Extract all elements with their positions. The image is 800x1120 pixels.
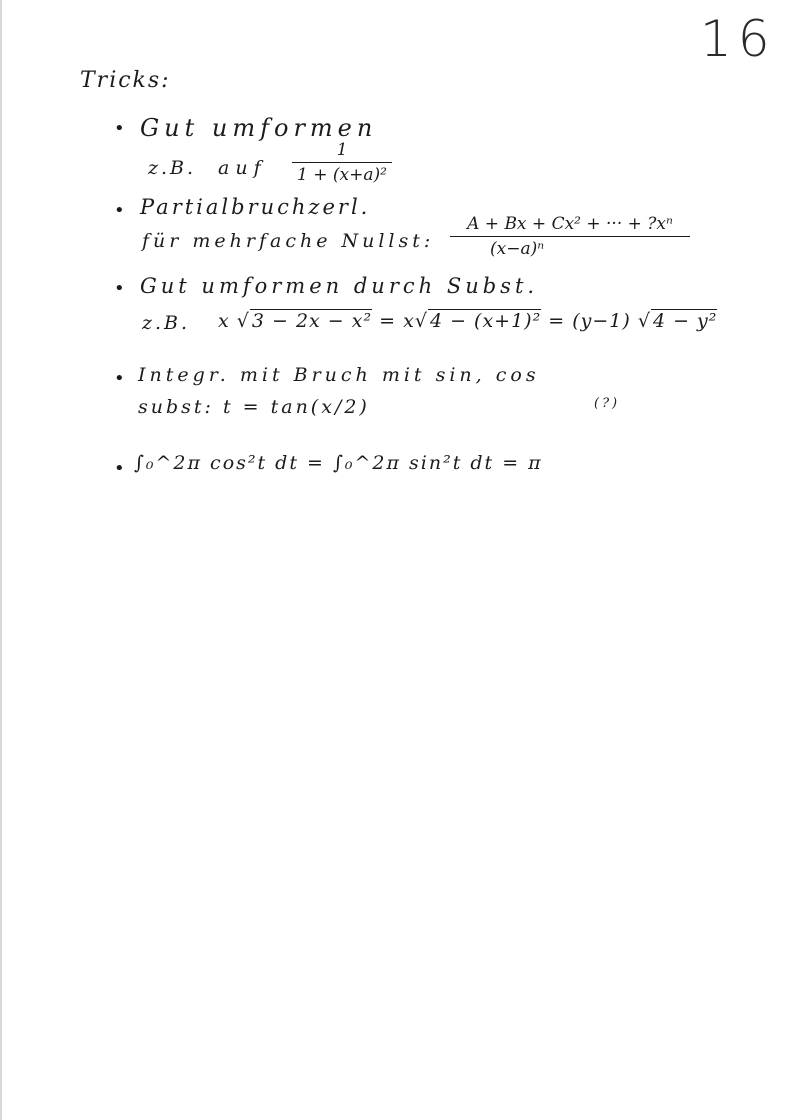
page-edge [0, 0, 2, 1120]
bullet-1: • [114, 118, 125, 139]
item-5-formula: ∫₀^2π cos²t dt = ∫₀^2π sin²t dt = π [134, 452, 543, 474]
item-3-example [218, 310, 717, 332]
item-1-fraction [292, 140, 392, 185]
item-1-fraction-den: 1 + (x+a)² [297, 165, 387, 185]
item-1-example-word: auf [218, 157, 267, 179]
sqrt-sign: √ [637, 310, 651, 332]
item-3-title: Gut umformen durch Subst. [140, 274, 539, 298]
item-1-fraction-num: 1 [336, 140, 348, 160]
item-3-eq2: = (y−1) [548, 310, 631, 332]
item-3-example-prefix: z.B. [142, 312, 191, 334]
item-2-fraction-den: (x−a)ⁿ [490, 239, 545, 259]
fraction-bar [292, 162, 392, 163]
item-3-radicand-3: 4 − y² [652, 310, 718, 332]
heading: Tricks: [80, 68, 171, 93]
item-4-title: Integr. mit Bruch mit sin, cos [138, 364, 540, 386]
item-1-example-prefix: z.B. [148, 157, 197, 179]
page-number: 16 [700, 10, 776, 68]
item-2-fraction [450, 214, 690, 259]
item-3-radicand-2: 4 − (x+1)² [429, 310, 542, 332]
item-2-subtitle: für mehrfache Nullst: [142, 230, 435, 252]
item-3-eq1: = x [379, 310, 415, 332]
sqrt-sign: √ [236, 310, 250, 332]
sqrt-sign: √ [414, 310, 428, 332]
item-3-example-a: x [218, 310, 230, 332]
bullet-3: • [114, 278, 125, 299]
bullet-4: • [114, 368, 125, 389]
item-2-title: Partialbruchzerl. [140, 195, 371, 219]
item-4-subtitle: subst: t = tan(x/2) [138, 396, 370, 418]
bullet-5: • [114, 458, 125, 479]
fraction-bar [450, 236, 690, 237]
item-3-radicand-1: 3 − 2x − x² [251, 310, 373, 332]
item-2-fraction-num: A + Bx + Cx² + ··· + ?xⁿ [467, 214, 673, 234]
item-1-title: Gut umformen [140, 114, 378, 142]
item-4-note: (?) [594, 396, 621, 411]
bullet-2: • [114, 200, 125, 221]
